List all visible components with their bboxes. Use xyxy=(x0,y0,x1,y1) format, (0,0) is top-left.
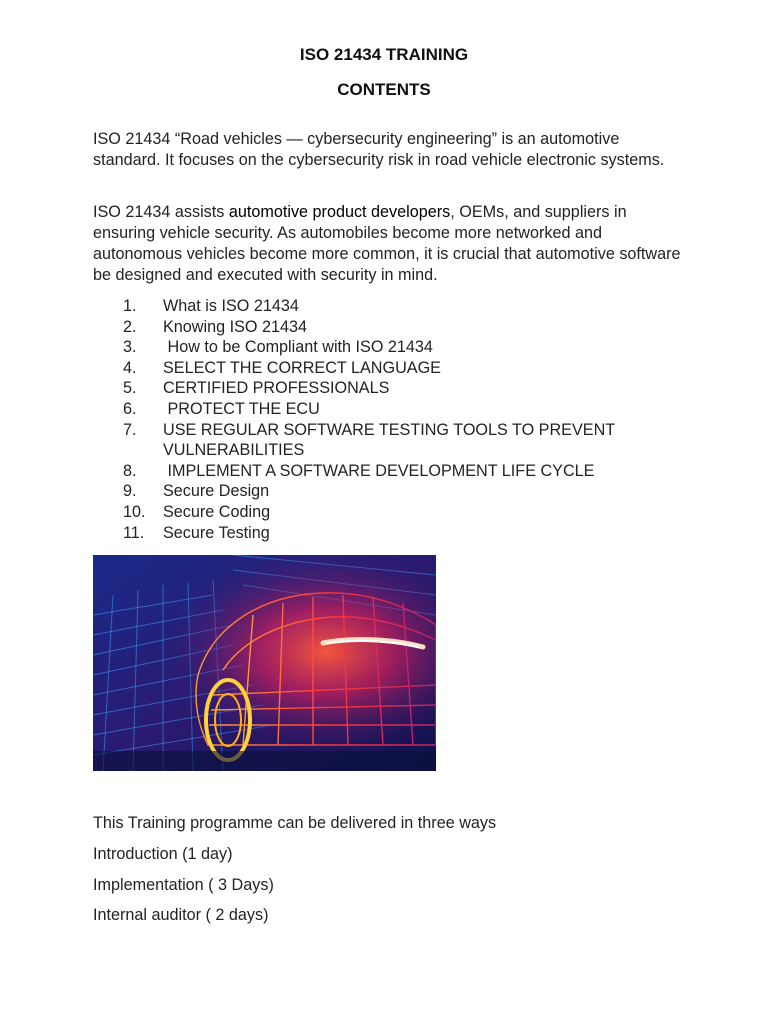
document-title: ISO 21434 TRAINING xyxy=(299,45,469,64)
delivery-option-introduction: Introduction (1 day) xyxy=(93,845,233,863)
list-item xyxy=(93,461,693,482)
intro-paragraph: ISO 21434 “Road vehicles — cybersecurity engineering” is an automotive standard. It focuses on the cybersecurity risk in road vehicle electronic systems. xyxy=(93,130,665,169)
wireframe-car-image xyxy=(93,555,436,771)
list-item-number: 9. xyxy=(123,482,137,501)
list-item-text: Secure Design xyxy=(163,482,270,501)
delivery-option-implementation: Implementation ( 3 Days) xyxy=(93,876,274,894)
list-item xyxy=(93,317,693,338)
list-item xyxy=(93,420,693,461)
list-item xyxy=(93,378,693,399)
list-item-number: 4. xyxy=(123,358,137,377)
list-item-text: USE REGULAR SOFTWARE TESTING TOOLS TO PREVENT VULNERABILITIES xyxy=(163,420,615,460)
list-item-text: Secure Testing xyxy=(163,523,270,542)
list-item xyxy=(93,358,693,379)
list-item-text: CERTIFIED PROFESSIONALS xyxy=(163,379,390,398)
list-item-number: 6. xyxy=(123,399,137,418)
delivery-option-internal-auditor: Internal auditor ( 2 days) xyxy=(93,906,269,924)
list-item-number: 7. xyxy=(123,420,137,439)
list-item-text: SELECT THE CORRECT LANGUAGE xyxy=(163,358,441,377)
list-item-text: What is ISO 21434 xyxy=(163,297,299,315)
list-item-text: Secure Coding xyxy=(163,502,271,521)
list-item xyxy=(93,296,693,317)
list-item-number: 2. xyxy=(123,317,137,336)
list-item xyxy=(93,523,693,544)
list-item xyxy=(93,399,693,420)
list-item-number: 1. xyxy=(123,297,137,315)
assists-paragraph xyxy=(93,202,683,286)
assists-text-start: ISO 21434 assists xyxy=(93,203,229,221)
list-item-text: IMPLEMENT A SOFTWARE DEVELOPMENT LIFE CYCLE xyxy=(163,461,595,480)
list-item xyxy=(93,481,693,502)
list-item-text: Knowing ISO 21434 xyxy=(163,317,307,336)
list-item-number: 3. xyxy=(123,338,137,357)
delivery-intro: This Training programme can be delivered in three ways xyxy=(93,814,497,832)
list-item-number: 8. xyxy=(123,461,137,480)
list-item xyxy=(93,337,693,358)
list-item-number: 10. xyxy=(123,502,146,521)
assists-text-end: , OEMs, and suppliers in ensuring vehicle security. As automobiles become more networked and autonomous vehicles become more common, it is crucial that automotive software be designed and executed with security in mind. xyxy=(93,203,681,284)
list-item-number: 11. xyxy=(123,523,145,542)
list-item-number: 5. xyxy=(123,379,137,398)
list-item-text: PROTECT THE ECU xyxy=(163,399,320,418)
assists-text-emphasis: automotive product developers xyxy=(228,203,451,221)
contents-list xyxy=(93,296,693,543)
contents-heading: CONTENTS xyxy=(337,80,431,99)
list-item xyxy=(93,502,693,523)
list-item-text: How to be Compliant with ISO 21434 xyxy=(163,338,433,357)
